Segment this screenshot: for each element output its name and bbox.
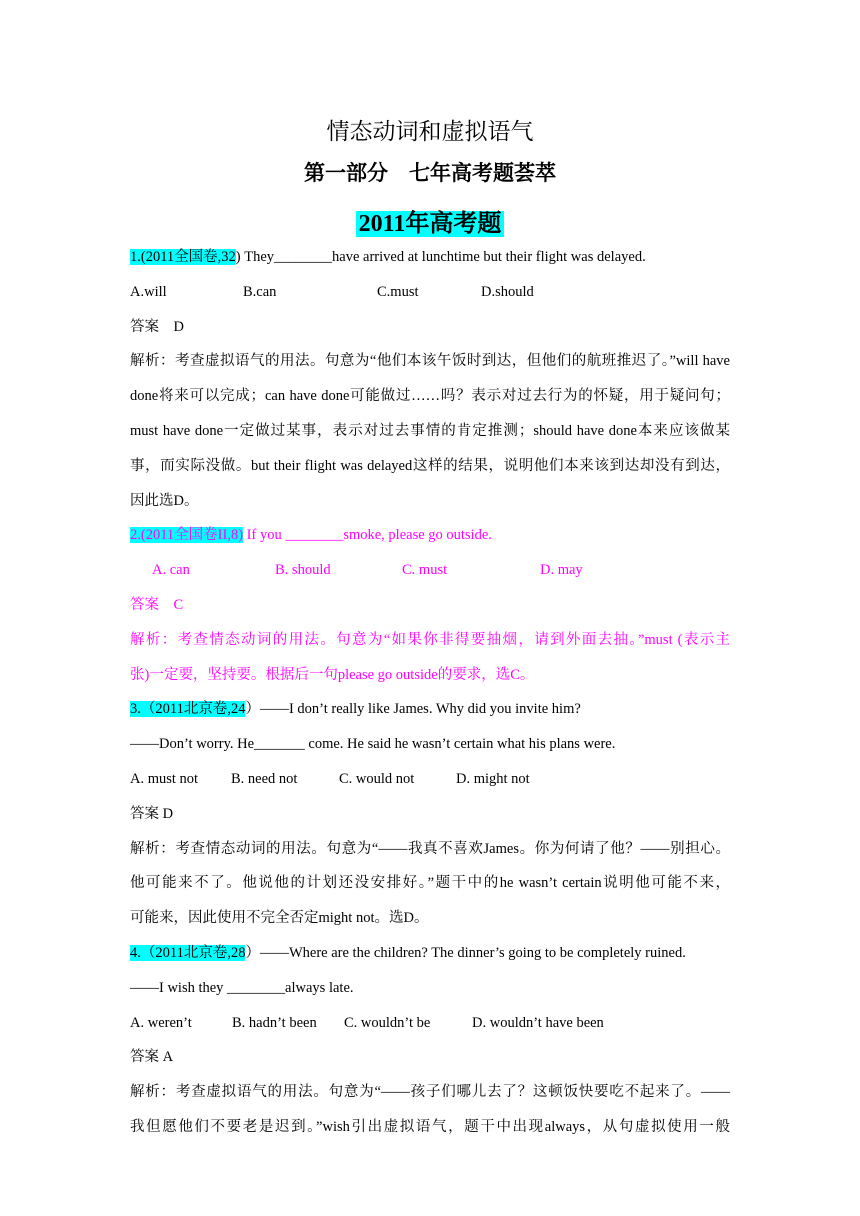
question-3-options [130, 766, 730, 801]
question-2-options [130, 557, 730, 592]
question-1-source: 1.(2011全国卷,32 [130, 249, 236, 265]
question-4-options [130, 1010, 730, 1045]
question-2-source: 2.(2011全国卷II,8) [130, 527, 244, 544]
question-3-analysis-line: 解析：考查情态动词的用法。句意为“——我真不喜欢James。你为何请了他？——别担心。 [130, 840, 730, 857]
question-3-option-d: D. might not [456, 770, 530, 787]
question-3-stem [130, 696, 730, 731]
question-1-option-c: C.must [377, 283, 419, 300]
question-3-answer: 答案 D [130, 805, 174, 822]
question-1-analysis-line: done将来可以完成；can have done可能做过……吗？表示对过去行为的怀疑，用于疑问句； [130, 388, 730, 405]
question-2-answer: 答案 C [130, 596, 184, 613]
year-heading-text: 2011年高考题 [356, 211, 505, 237]
question-1-analysis-line: must have done一定做过某事，表示对过去事情的肯定推测；should have done本来应该做某 [130, 422, 730, 439]
question-3-source: 3.（2011北京卷,24 [130, 701, 246, 718]
question-3-text: ）——I don’t really like James. Why did you invite him? [245, 701, 581, 718]
document-title: 情态动词和虚拟语气 [326, 119, 534, 145]
question-1-text: ) They________have arrived at lunchtime but their flight was delayed. [235, 249, 646, 265]
question-1-stem [130, 244, 730, 279]
question-3-option-b: B. need not [231, 770, 298, 787]
question-4-text: ）——Where are the children? The dinner’s going to be completely ruined. [245, 944, 686, 961]
question-4-analysis-line: 我但愿他们不要老是迟到。”wish引出虚拟语气，题干中出现always，从句虚拟使用一般 [130, 1118, 730, 1135]
question-4-option-b: B. hadn’t been [232, 1014, 317, 1031]
question-2-option-c: C. must [402, 562, 448, 579]
question-4-answer: 答案 A [130, 1049, 174, 1066]
question-3-stem-reply: ——Don’t worry. He_______ come. He said he wasn’t certain what his plans were. [130, 736, 616, 753]
question-1-answer: 答案 D [130, 318, 184, 335]
question-3-option-a: A. must not [130, 770, 199, 787]
question-3-analysis-line: 他可能来不了。他说他的计划还没安排好。”题干中的he wasn’t certain说明他可能不来， [130, 875, 730, 892]
question-4-source: 4.（2011北京卷,28 [130, 944, 246, 961]
question-1-options [130, 279, 730, 314]
question-4-option-a: A. weren’t [130, 1014, 192, 1031]
question-2-option-b: B. should [275, 562, 331, 579]
question-1-analysis-line: 因此选D。 [130, 492, 199, 509]
question-list [130, 244, 730, 1149]
question-1-analysis-line: 解析：考查虚拟语气的用法。句意为“他们本该午饭时到达，但他们的航班推迟了。”will have [130, 353, 730, 370]
question-3-analysis-line: 可能来，因此使用不完全否定might not。选D。 [130, 910, 429, 927]
question-3-option-c: C. would not [339, 770, 415, 787]
question-4-stem-reply: ——I wish they ________always late. [130, 979, 354, 996]
question-1-option-d: D.should [481, 283, 534, 300]
question-1-analysis-line: 事，而实际没做。but their flight was delayed这样的结果，说明他们本来该到达却没有到达， [130, 457, 730, 474]
question-1-option-b: B.can [243, 283, 277, 300]
question-2-text: If you ________smoke, please go outside. [243, 527, 492, 544]
section-title: 第一部分 七年高考题荟萃 [304, 161, 556, 185]
question-2-option-a: A. can [152, 562, 190, 579]
question-4-option-c: C. wouldn’t be [344, 1014, 431, 1031]
question-2-analysis-line: 张)一定要，坚持要。根据后一句please go outside的要求，选C。 [130, 666, 535, 683]
year-heading [0, 203, 860, 238]
question-1-option-a: A.will [130, 283, 167, 300]
question-4-stem [130, 940, 730, 975]
question-4-analysis-line: 解析：考查虚拟语气的用法。句意为“——孩子们哪儿去了？这顿饭快要吃不起来了。—— [130, 1084, 730, 1101]
question-2-analysis-line: 解析：考查情态动词的用法。句意为“如果你非得要抽烟，请到外面去抽。”must (表示主 [130, 631, 730, 648]
question-2-stem [130, 522, 730, 557]
question-2-option-d: D. may [540, 562, 583, 579]
question-4-option-d: D. wouldn’t have been [472, 1014, 604, 1031]
